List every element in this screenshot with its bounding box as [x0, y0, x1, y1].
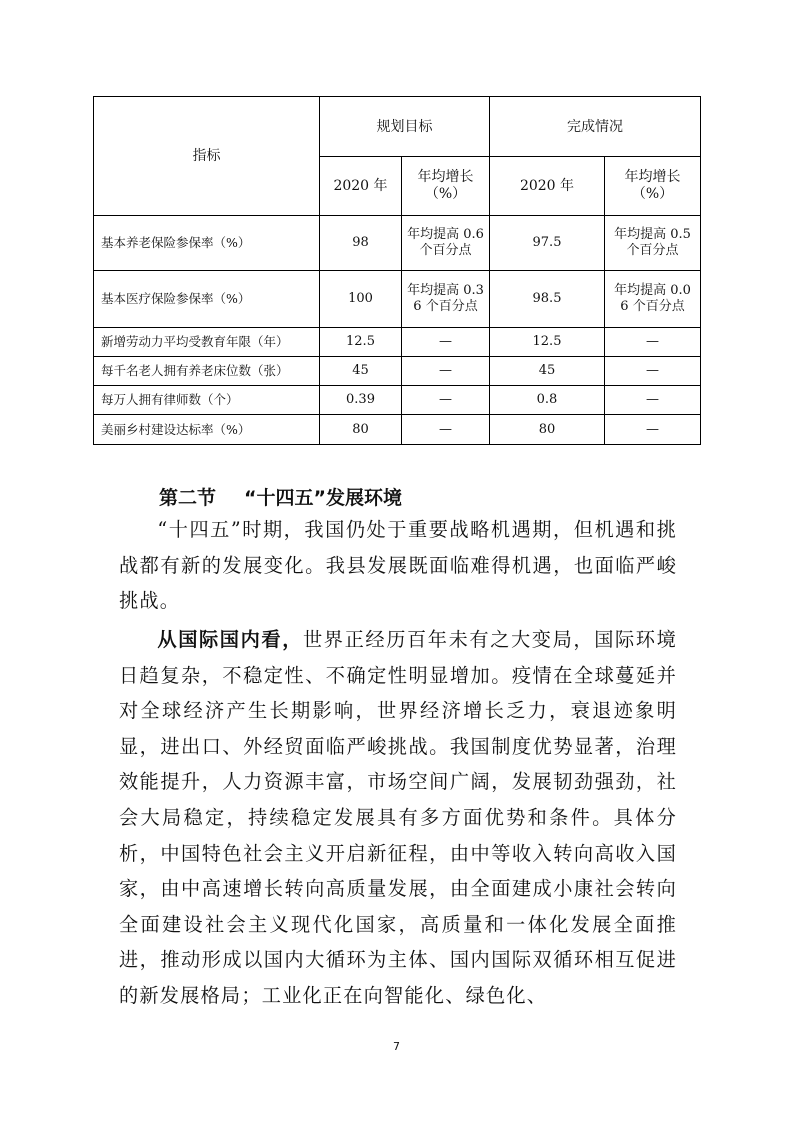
row-plan-growth: — [402, 328, 490, 357]
row-actual-growth: 年均提高 0.06 个百分点 [605, 271, 701, 328]
table-row [94, 357, 701, 386]
header-plan-2020: 2020 年 [320, 157, 402, 216]
row-actual-2020: 98.5 [490, 271, 605, 328]
row-plan-growth: 年均提高 0.6 个百分点 [402, 216, 490, 271]
row-plan-growth: — [402, 357, 490, 386]
row-name: 新增劳动力平均受教育年限（年） [94, 328, 320, 357]
table-row [94, 216, 701, 271]
row-plan-2020: 0.39 [320, 386, 402, 415]
row-actual-2020: 0.8 [490, 386, 605, 415]
row-plan-2020: 80 [320, 415, 402, 445]
section-number: 第二节 [159, 487, 217, 509]
paragraph-lead: 从国际国内看， [157, 628, 303, 651]
row-plan-growth: — [402, 386, 490, 415]
row-actual-2020: 97.5 [490, 216, 605, 271]
row-plan-growth: 年均提高 0.36 个百分点 [402, 271, 490, 328]
row-plan-growth: — [402, 415, 490, 445]
row-actual-growth: — [605, 386, 701, 415]
row-name: 美丽乡村建设达标率（%） [94, 415, 320, 445]
row-plan-2020: 45 [320, 357, 402, 386]
row-actual-growth: — [605, 328, 701, 357]
table-row [94, 328, 701, 357]
table-row [94, 271, 701, 328]
row-actual-2020: 12.5 [490, 328, 605, 357]
row-actual-growth: 年均提高 0.5 个百分点 [605, 216, 701, 271]
header-indicator: 指标 [94, 97, 320, 216]
section-heading [159, 483, 402, 510]
row-actual-2020: 45 [490, 357, 605, 386]
header-planned-target: 规划目标 [320, 97, 490, 157]
paragraph-text [119, 622, 677, 1014]
header-actual-2020: 2020 年 [490, 157, 605, 216]
paragraph-1 [119, 512, 677, 619]
row-plan-2020: 98 [320, 216, 402, 271]
row-actual-growth: — [605, 357, 701, 386]
paragraph-text: “十四五”时期，我国仍处于重要战略机遇期，但机遇和挑战都有新的发展变化。我县发展既面临难得机遇，也面临严峻挑战。 [119, 518, 677, 613]
table-row [94, 386, 701, 415]
row-name: 基本医疗保险参保率（%） [94, 271, 320, 328]
row-actual-2020: 80 [490, 415, 605, 445]
indicator-table [93, 96, 701, 445]
row-name: 每万人拥有律师数（个） [94, 386, 320, 415]
row-name: 基本养老保险参保率（%） [94, 216, 320, 271]
header-plan-growth: 年均增长（%） [402, 157, 490, 216]
row-actual-growth: — [605, 415, 701, 445]
header-actual-growth: 年均增长（%） [605, 157, 701, 216]
paragraph-2 [119, 622, 677, 1014]
row-name: 每千名老人拥有养老床位数（张） [94, 357, 320, 386]
paragraph-body: 世界正经历百年未有之大变局，国际环境日趋复杂，不稳定性、不确定性明显增加。疫情在全球蔓延并对全球经济产生长期影响，世界经济增长乏力，衰退迹象明显，进出口、外经贸面临严峻挑战。我国制度优势显著，治理效能提升，人力资源丰富，市场空间广阔，发展韧劲强劲，社会大局稳定，持续稳定发展具有多方面优势和条件。具体分析，中国特色社会主义开启新征程，由中等收入转向高收入国家，由中高速增长转向高质量发展，由全面建成小康社会转向全面建设社会主义现代化国家，高质量和一体化发展全面推进，推动形成以国内大循环为主体、国内国际双循环相互促进的新发展格局；工业化正在向智能化、绿色化、 [119, 628, 677, 1007]
row-plan-2020: 100 [320, 271, 402, 328]
row-plan-2020: 12.5 [320, 328, 402, 357]
header-completion: 完成情况 [490, 97, 701, 157]
section-title-text: “十四五”发展环境 [244, 487, 402, 509]
table-row [94, 415, 701, 445]
page-number: 7 [393, 1040, 400, 1053]
